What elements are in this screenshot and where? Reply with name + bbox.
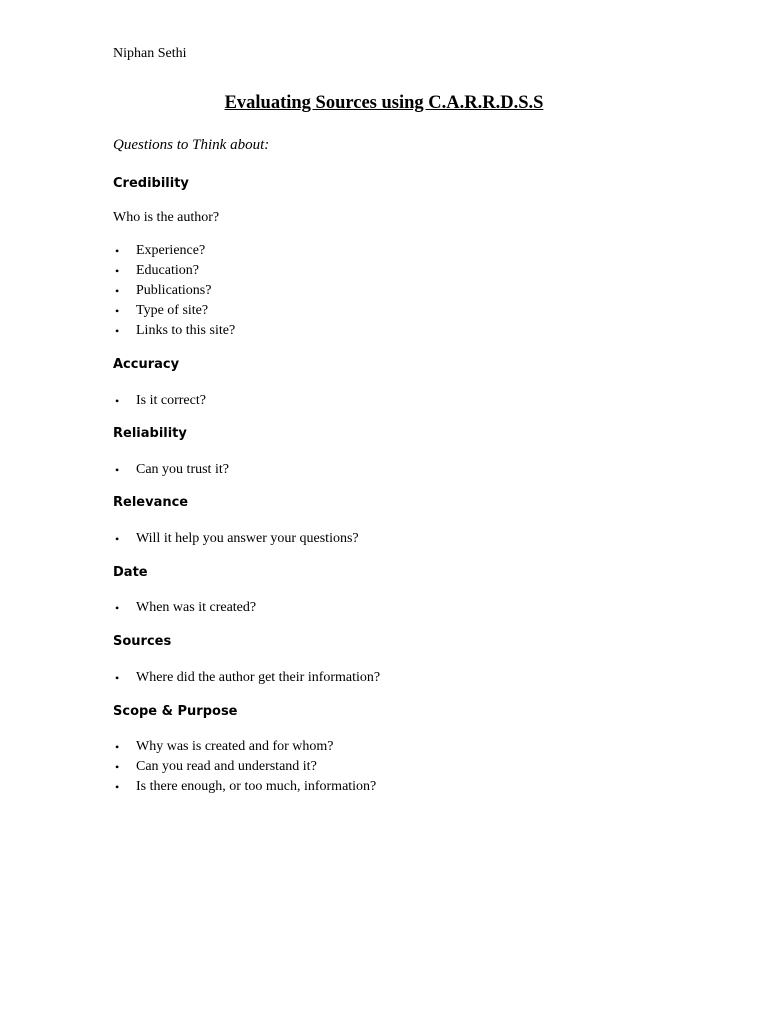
- bullet-icon: •: [115, 244, 120, 258]
- bullet-icon: •: [115, 760, 120, 774]
- list-item: [113, 321, 235, 341]
- bullet-icon: •: [115, 671, 120, 685]
- page-title: Evaluating Sources using C.A.R.R.D.S.S: [224, 93, 544, 113]
- list-item: [113, 261, 235, 281]
- list-item-text: Links to this site?: [136, 323, 236, 338]
- bullet-icon: •: [115, 740, 120, 754]
- list-item: [113, 460, 229, 480]
- bullet-list-accuracy: [113, 391, 206, 411]
- section-heading-relevance: Relevance: [113, 495, 189, 510]
- section-heading-sources: Sources: [113, 634, 172, 649]
- list-item-text: Type of site?: [136, 303, 209, 318]
- list-item-text: Can you trust it?: [136, 462, 229, 477]
- section-lead-credibility: Who is the author?: [113, 210, 220, 225]
- list-item-text: Education?: [136, 263, 199, 278]
- list-item-text: Will it help you answer your questions?: [136, 531, 359, 546]
- list-item-text: Why was is created and for whom?: [136, 739, 334, 754]
- list-item: [113, 777, 376, 797]
- list-item: [113, 281, 235, 301]
- list-item-text: Publications?: [136, 283, 212, 298]
- bullet-list-scope-purpose: [113, 737, 376, 797]
- bullet-list-sources: [113, 668, 380, 688]
- bullet-icon: •: [115, 463, 120, 477]
- section-heading-reliability: Reliability: [113, 426, 187, 441]
- list-item-text: Can you read and understand it?: [136, 759, 317, 774]
- author-name: Niphan Sethi: [113, 46, 187, 61]
- list-item-text: Experience?: [136, 243, 206, 258]
- bullet-icon: •: [115, 780, 120, 794]
- bullet-icon: •: [115, 304, 120, 318]
- list-item: [113, 598, 256, 618]
- section-heading-date: Date: [113, 565, 148, 580]
- list-item: [113, 301, 235, 321]
- section-heading-accuracy: Accuracy: [113, 357, 180, 372]
- bullet-icon: •: [115, 601, 120, 615]
- bullet-list-reliability: [113, 460, 229, 480]
- bullet-icon: •: [115, 264, 120, 278]
- bullet-icon: •: [115, 394, 120, 408]
- list-item: [113, 391, 206, 411]
- list-item: [113, 668, 380, 688]
- list-item: [113, 757, 376, 777]
- list-item-text: Is it correct?: [136, 393, 206, 408]
- section-heading-credibility: Credibility: [113, 176, 189, 191]
- bullet-list-date: [113, 598, 256, 618]
- bullet-icon: •: [115, 324, 120, 338]
- bullet-list-relevance: [113, 529, 359, 549]
- list-item: [113, 241, 235, 261]
- bullet-list-credibility: [113, 241, 235, 341]
- intro-text: Questions to Think about:: [113, 137, 270, 153]
- list-item: [113, 737, 376, 757]
- section-heading-scope-purpose: Scope & Purpose: [113, 704, 238, 719]
- list-item-text: Is there enough, or too much, information?: [136, 779, 377, 794]
- bullet-icon: •: [115, 284, 120, 298]
- list-item-text: Where did the author get their information?: [136, 670, 381, 685]
- list-item-text: When was it created?: [136, 600, 257, 615]
- list-item: [113, 529, 359, 549]
- bullet-icon: •: [115, 532, 120, 546]
